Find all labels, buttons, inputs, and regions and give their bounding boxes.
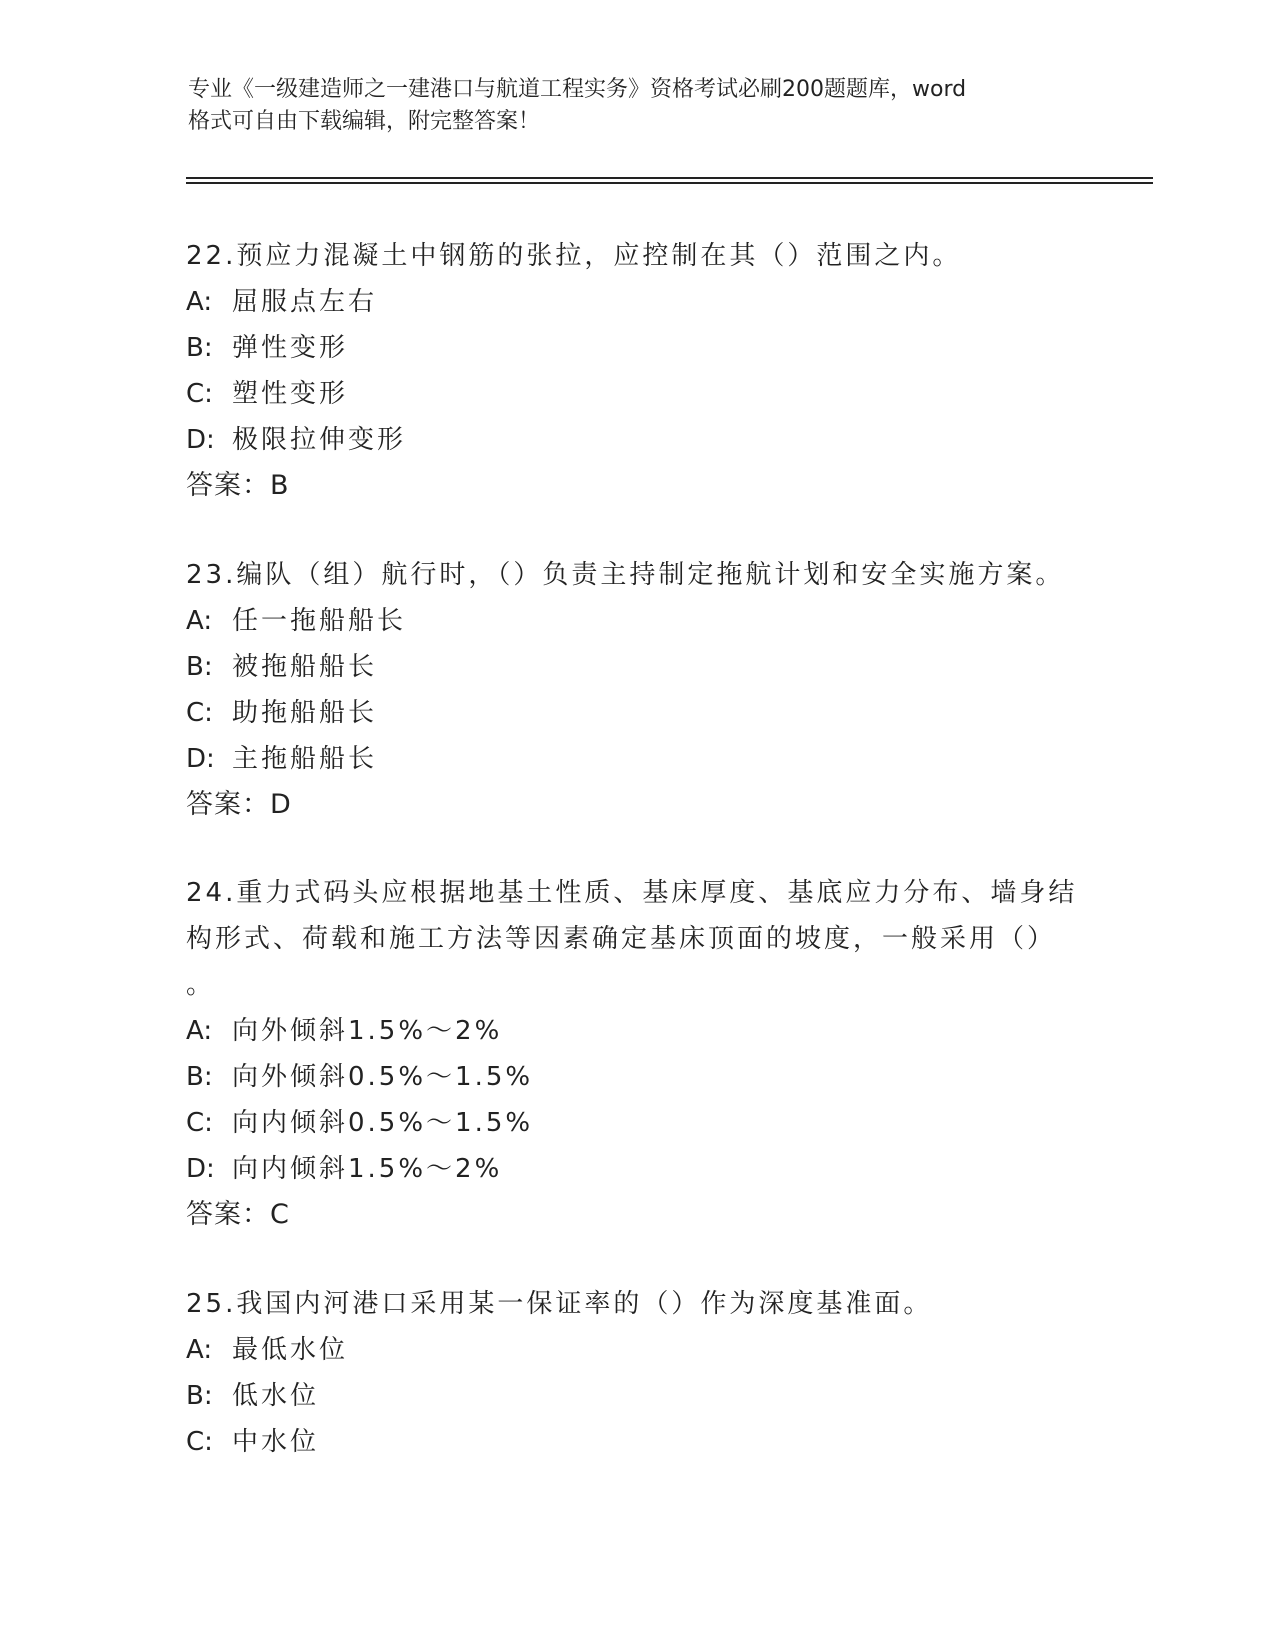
option-text: 中水位: [232, 1427, 320, 1457]
question-24: [186, 870, 1086, 1238]
answer-line: [186, 463, 1086, 509]
option-b: [186, 1373, 1086, 1419]
option-key: C:: [186, 1108, 213, 1138]
option-key: B:: [186, 1062, 213, 1092]
question-23: [186, 552, 1086, 828]
answer-value: D: [270, 789, 292, 820]
option-text: 向内倾斜0.5%～1.5%: [232, 1108, 534, 1138]
option-key: D:: [186, 425, 215, 455]
option-text: 被拖船船长: [232, 652, 378, 682]
question-stem: 25.我国内河港口采用某一保证率的（）作为深度基准面。: [186, 1289, 933, 1319]
option-text: 弹性变形: [232, 333, 349, 363]
option-key: C:: [186, 698, 213, 728]
question-25: [186, 1281, 1086, 1465]
option-text: 低水位: [232, 1381, 320, 1411]
option-key: A:: [186, 287, 213, 317]
answer-label: 答案：: [186, 1199, 270, 1230]
option-b: [186, 644, 1086, 690]
option-d: [186, 736, 1086, 782]
option-key: A:: [186, 606, 213, 636]
answer-label: 答案：: [186, 470, 270, 501]
option-text: 助拖船船长: [232, 698, 378, 728]
question-stem: 23.编队（组）航行时，（）负责主持制定拖航计划和安全实施方案。: [186, 560, 1065, 590]
option-key: B:: [186, 333, 213, 363]
option-key: B:: [186, 652, 213, 682]
option-key: C:: [186, 1427, 213, 1457]
option-a: [186, 598, 1086, 644]
option-text: 任一拖船船长: [232, 606, 407, 636]
question-stem-line-3: 。: [186, 970, 216, 1000]
answer-line: [186, 1192, 1086, 1238]
header-line-2: 格式可自由下载编辑，附完整答案！: [188, 109, 541, 134]
document-header: [188, 74, 1068, 138]
option-text: 极限拉伸变形: [232, 425, 407, 455]
header-divider-top: [186, 177, 1153, 179]
option-text: 向外倾斜0.5%～1.5%: [232, 1062, 534, 1092]
answer-value: C: [270, 1199, 290, 1230]
option-a: [186, 1327, 1086, 1373]
option-key: A:: [186, 1335, 213, 1365]
question-22: [186, 233, 1086, 509]
option-text: 向内倾斜1.5%～2%: [232, 1154, 503, 1184]
option-key: A:: [186, 1016, 213, 1046]
question-stem: 22.预应力混凝土中钢筋的张拉，应控制在其（）范围之内。: [186, 241, 962, 271]
option-c: [186, 690, 1086, 736]
option-d: [186, 1146, 1086, 1192]
answer-line: [186, 782, 1086, 828]
option-text: 屈服点左右: [232, 287, 378, 317]
option-text: 最低水位: [232, 1335, 349, 1365]
option-key: D:: [186, 1154, 215, 1184]
header-divider-bottom: [186, 182, 1153, 184]
option-c: [186, 371, 1086, 417]
option-b: [186, 1054, 1086, 1100]
option-b: [186, 325, 1086, 371]
question-stem-line-1: 24.重力式码头应根据地基土性质、基床厚度、基底应力分布、墙身结: [186, 878, 1078, 908]
option-c: [186, 1419, 1086, 1465]
option-key: B:: [186, 1381, 213, 1411]
option-a: [186, 279, 1086, 325]
answer-label: 答案：: [186, 789, 270, 820]
question-stem-line-2: 构形式、荷载和施工方法等因素确定基床顶面的坡度，一般采用（）: [186, 924, 1057, 954]
answer-value: B: [270, 470, 290, 501]
option-key: C:: [186, 379, 213, 409]
option-text: 塑性变形: [232, 379, 349, 409]
option-a: [186, 1008, 1086, 1054]
option-key: D:: [186, 744, 215, 774]
option-c: [186, 1100, 1086, 1146]
option-text: 主拖船船长: [232, 744, 378, 774]
header-line-1: 专业《一级建造师之一建港口与航道工程实务》资格考试必刷200题题库，word: [188, 77, 967, 102]
option-d: [186, 417, 1086, 463]
option-text: 向外倾斜1.5%～2%: [232, 1016, 503, 1046]
